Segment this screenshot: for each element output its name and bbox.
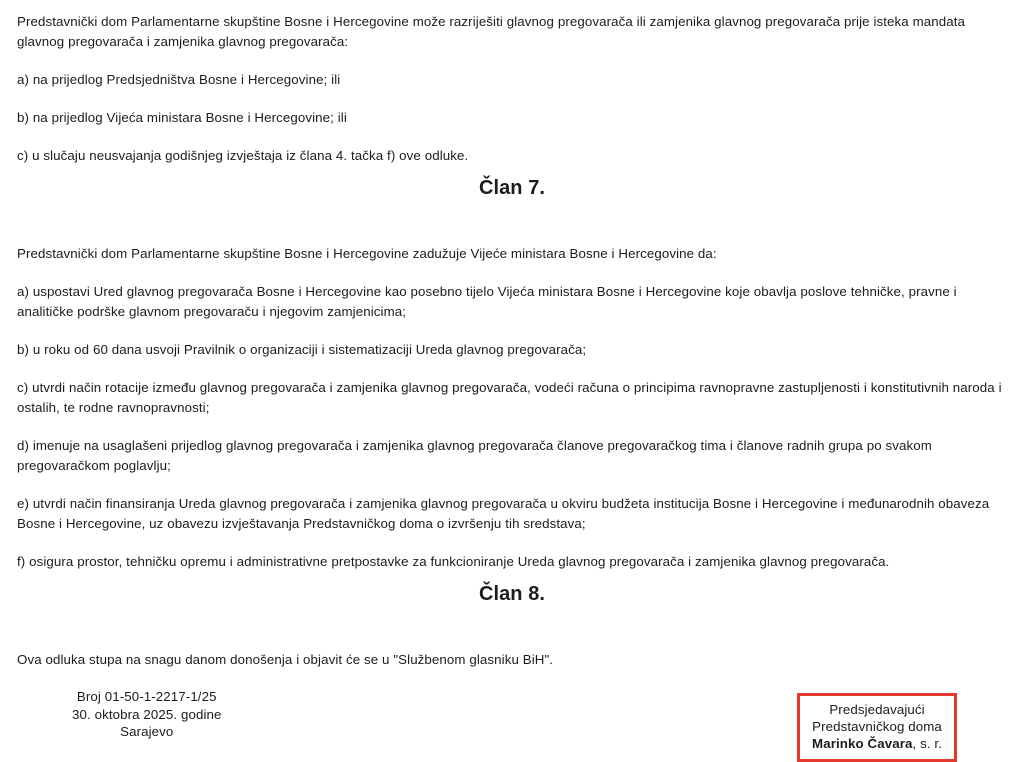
article-7-heading: Član 7. xyxy=(478,177,546,199)
signature-organization: Predstavničkog doma xyxy=(812,719,942,734)
article-7-item-f: f) osigura prostor, tehničku opremu i administrativne pretpostavke za funkcioniranje Ureda glavnog pregovarača i zamjenika glavnog pregovarača. xyxy=(17,554,890,569)
article-7-lead: Predstavnički dom Parlamentarne skupštine Bosne i Hercegovine zadužuje Vijeće ministara Bosne i Hercegovine da: xyxy=(17,246,717,261)
signature-highlight-box xyxy=(797,693,957,762)
article-8-body: Ova odluka stupa na snagu danom donošenja i objavit će se u "Službenom glasniku BiH". xyxy=(17,652,554,667)
article-7-item-a: a) uspostavi Ured glavnog pregovarača Bosne i Hercegovine kao posebno tijelo Vijeća ministara Bosne i Hercegovine koje obavlja poslove tehničke, pravne i analitičke podrške glavnom pregovaraču i njegovim zamjenicima; xyxy=(17,284,957,319)
article-7-item-e: e) utvrdi način finansiranja Ureda glavnog pregovarača i zamjenika glavnog pregovarača u okviru budžeta institucija Bosne i Hercegovine i međunarodnih obaveza Bosne i Hercegovine, uz obavezu izvještavanja Predstavničkog doma o izvršenju tih sredstava; xyxy=(17,496,990,531)
document-footer xyxy=(17,686,1007,751)
signature-title: Predsjedavajući xyxy=(829,702,925,717)
intro-paragraph: Predstavnički dom Parlamentarne skupštine Bosne i Hercegovine može razriješiti glavnog pregovarača ili zamjenika glavnog pregovarača prije isteka mandata glavnog pregovarača i zamjenika glavnog pregovarača: xyxy=(17,14,966,49)
article-7-item-b: b) u roku od 60 dana usvoji Pravilnik o organizaciji i sistematizaciji Ureda glavnog pregovarača; xyxy=(17,342,587,357)
reference-block xyxy=(72,686,222,741)
intro-item-c: c) u slučaju neusvajanja godišnjeg izvještaja iz člana 4. tačka f) ove odluke. xyxy=(17,148,469,163)
reference-place: Sarajevo xyxy=(120,724,174,739)
article-8-heading: Član 8. xyxy=(478,583,546,605)
reference-number: Broj 01-50-1-2217-1/25 xyxy=(76,689,217,704)
signature-suffix: , s. r. xyxy=(912,736,942,751)
signature-name-line xyxy=(812,735,942,752)
signature-name: Marinko Čavara xyxy=(812,736,913,751)
reference-date: 30. oktobra 2025. godine xyxy=(72,706,222,722)
article-7-item-d: d) imenuje na usaglašeni prijedlog glavnog pregovarača i zamjenika glavnog pregovarača članove pregovaračkog tima i članove radnih grupa po svakom pregovaračkom poglavlju; xyxy=(17,438,932,473)
intro-item-b: b) na prijedlog Vijeća ministara Bosne i Hercegovine; ili xyxy=(17,110,347,125)
article-7-item-c: c) utvrdi način rotacije između glavnog pregovarača i zamjenika glavnog pregovarača, vodeći računa o principima ravnopravne zastupljenosti i konstitutivnih naroda i ostalih, te rodne ravnopravnosti; xyxy=(17,380,1002,415)
intro-item-a: a) na prijedlog Predsjedništva Bosne i Hercegovine; ili xyxy=(17,72,341,87)
